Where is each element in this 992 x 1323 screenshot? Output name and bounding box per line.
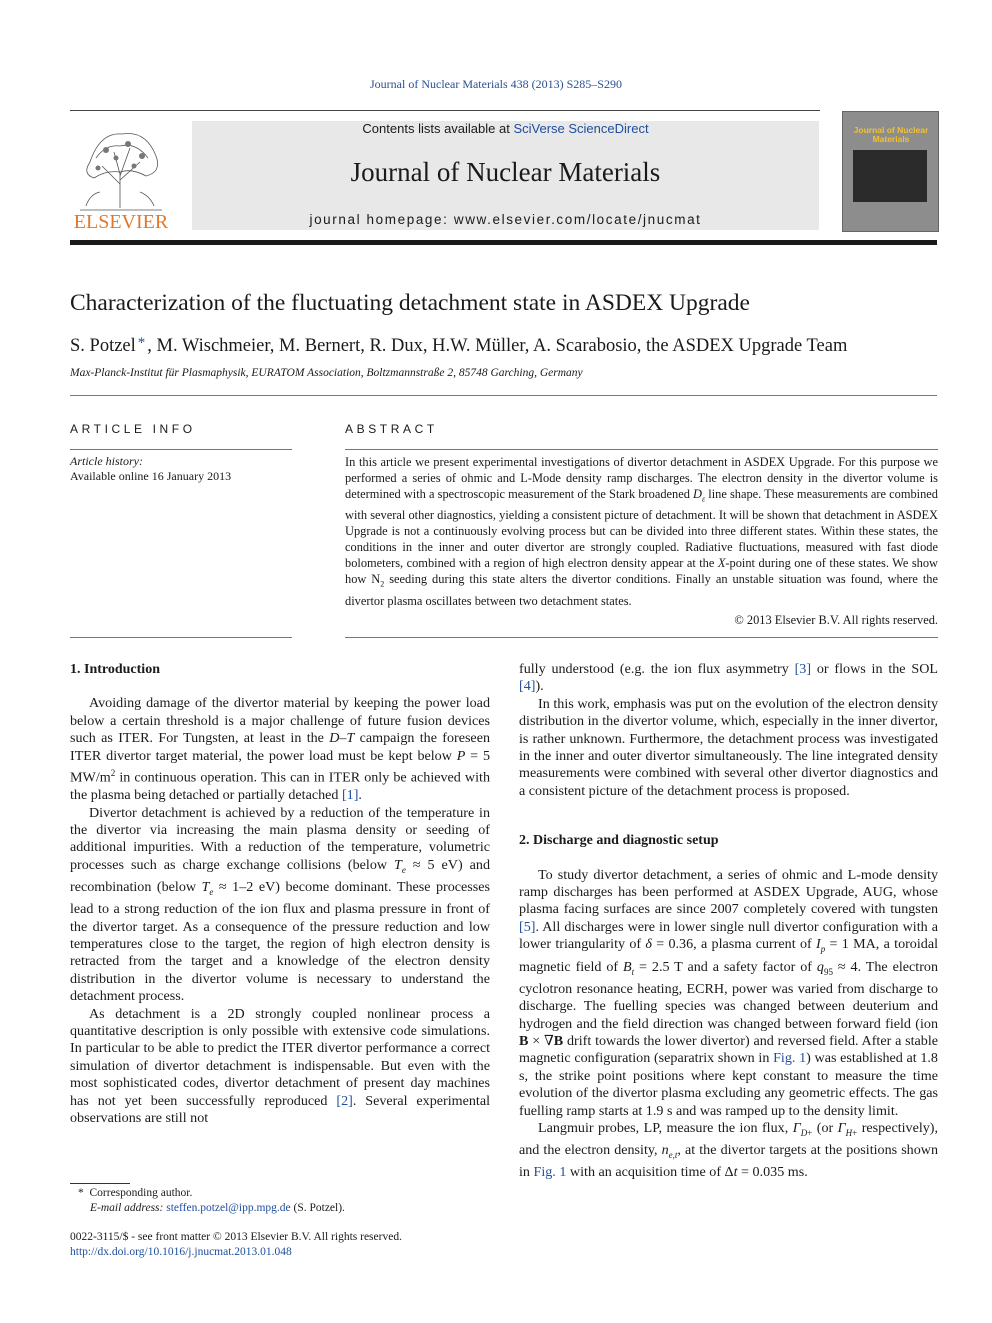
contents-prefix: Contents lists available at: [362, 121, 514, 136]
affiliation: Max-Planck-Institut für Plasmaphysik, EURATOM Association, Boltzmannstraße 2, 85748 Garching, Germany: [70, 367, 583, 379]
title-rule: [70, 395, 937, 396]
abstract-copyright: © 2013 Elsevier B.V. All rights reserved.: [734, 613, 938, 627]
info-bottom-rule: [70, 637, 292, 638]
paragraph: Divertor detachment is achieved by a reduction of the temperature in the divertor via increasing the main plasma density or seeding of additional impurities. With a reduction of the temperature, volumetric processes such as charge exchange collisions (below $T_e \approx 5$ eV) and recombination (below $T_e \approx 1-2$ eV) become dominant. These processes lead to a strong reduction of the ion flux and plasma pressure in front of the divertor target. As a consequence of the pressure reduction and low temperatures close to the target, the region of high electron density is retracted from the target and a knowledge of the electron density distribution in the divertor volume is necessary to understand the detachment process.: [70, 804, 491, 1005]
body-column-right: [519, 661, 938, 1182]
article-title: Characterization of the fluctuating detachment state in ASDEX Upgrade: [70, 290, 750, 316]
footnote-email: [90, 1201, 345, 1216]
doi-link[interactable]: [70, 1245, 292, 1260]
article-info-heading: ARTICLE INFO: [70, 422, 196, 436]
footnote-marker: *: [78, 1187, 84, 1199]
sciencedirect-link[interactable]: SciVerse ScienceDirect: [513, 121, 649, 136]
info-rule: [70, 449, 292, 450]
paragraph: In this work, emphasis was put on the evolution of the electron density distribution in the divertor volume, which, especially in the inner divertor, is rather unknown. Furthermore, the detachment process was investigated in the inner and outer divertor simultaneously. The line integrated density measurements were combined with several other divertor diagnostics and a consistent picture of the detachment process is proposed.: [519, 695, 938, 799]
header-thick-rule: [70, 240, 937, 245]
elsevier-wordmark: ELSEVIER: [73, 211, 169, 232]
history-label: Article history:: [70, 454, 143, 468]
footnote-rule: [70, 1183, 130, 1184]
paragraph: As detachment is a 2D strongly coupled nonlinear process a quantitative description is only possible with extensive code simulations. In particular to be able to predict the ITER divertor performance a correct simulation of divertor detachment is indispensable. But even with the most sophisticated codes, divertor detachment of present day machines has not yet been successfully reproduced [2]. Several experimental observations are still not: [70, 1005, 490, 1127]
footnote-corresponding: [78, 1186, 192, 1201]
paragraph: fully understood (e.g. the ion flux asymmetry [3] or flows in the SOL [4]).: [519, 661, 938, 695]
header-rule: [70, 110, 820, 111]
journal-banner: [192, 121, 819, 230]
citation-link[interactable]: [5]: [519, 918, 536, 935]
abstract-bottom-rule: [345, 637, 938, 638]
history-value: Available online 16 January 2013: [70, 469, 232, 483]
journal-cover-image: [842, 111, 939, 232]
citation-link[interactable]: [4]: [519, 678, 536, 695]
cover-photo: [853, 150, 927, 202]
doi-anchor[interactable]: http://dx.doi.org/10.1016/j.jnucmat.2013.01.048: [70, 1246, 292, 1258]
paragraph: Avoiding damage of the divertor material by keeping the power load below a certain threshold is a major challenge of future fusion devices such as ITER. For Tungsten, at least in the D–T campaign the foreseen ITER divertor target material, the power load must be kept below P = 5 $MW/m^2$ in continuous operation. This can in ITER only be achieved with the plasma being detached or partially detached [1].: [70, 695, 491, 804]
journal-homepage[interactable]: journal homepage: www.elsevier.com/locate/jnucmat: [309, 212, 702, 227]
author-list: [70, 335, 847, 357]
contents-line: [192, 121, 819, 136]
paragraph: To study divertor detachment, a series of ohmic and L-mode density ramp discharges has been performed at ASDEX Upgrade, AUG, whose plasma facing surfaces are since 2007 completely covered with tungsten [5]. All discharges were in lower single null divertor configuration with a lower triangularity of δ = 0.36, a plasma current of $I_p = 1$ MA, a toroidal magnetic field of $B_t = 2.5$ T and a safety factor of $q_{95} \approx 4$. The electron cyclotron resonance heating, ECRH, power was varied from discharge to discharge. The fuelling species was changed between deuterium and hydrogen and the field direction was changed between forward field (ion B × ∇B drift towards the lower divertor) and reversed field. After a stable magnetic configuration (separatrix shown in Fig. 1) was established at 1.8 s, the strike point positions where kept constant to measure the time evolution of the divertor plasma excluding any geometric effects. The gas fuelling ramp starts at 1.9 s and was ramped up to the density limit.: [519, 866, 938, 1119]
figure-link[interactable]: Fig. 1: [533, 1164, 567, 1181]
corresponding-label: Corresponding author.: [89, 1187, 193, 1199]
body-column-left: [70, 661, 490, 1127]
paragraph: Langmuir probes, LP, measure the ion flux, $\Gamma_{D+}$ (or $\Gamma_{H+}$ respectively), and the electron density, $n_{e,t}$, at the divertor targets at the positions shown in Fig. 1 with an acquisition time of Δt = 0.035 ms.: [519, 1119, 939, 1181]
citation-link[interactable]: [1]: [341, 787, 359, 804]
abstract-rule: [345, 449, 938, 450]
issn-line: 0022-3115/$ - see front matter © 2013 Elsevier B.V. All rights reserved.: [70, 1231, 402, 1243]
citation-link[interactable]: [2]: [336, 1092, 353, 1109]
corresponding-author-marker[interactable]: *: [137, 335, 146, 351]
email-suffix: (S. Potzel).: [290, 1202, 345, 1214]
email-label: E-mail address:: [90, 1202, 164, 1214]
cover-title: Journal of Nuclear Materials: [853, 125, 929, 144]
section-heading-setup: 2. Discharge and diagnostic setup: [519, 833, 719, 849]
elsevier-tree-logo: [70, 122, 172, 232]
email-link[interactable]: steffen.potzel@ipp.mpg.de: [166, 1202, 291, 1214]
journal-citation[interactable]: Journal of Nuclear Materials 438 (2013) S285–S290: [370, 77, 622, 91]
journal-title: Journal of Nuclear Materials: [350, 157, 661, 187]
first-author: S. Potzel: [70, 336, 136, 356]
abstract-heading: ABSTRACT: [345, 422, 438, 436]
other-authors: , M. Wischmeier, M. Bernert, R. Dux, H.W. Müller, A. Scarabosio, the ASDEX Upgrade Team: [147, 336, 848, 356]
citation-link[interactable]: [3]: [794, 661, 812, 677]
figure-link[interactable]: Fig. 1: [773, 1050, 807, 1067]
abstract-body: In this article we present experimental investigations of divertor detachment in ASDEX Upgrade. For this purpose we performed a series of ohmic and L-Mode density ramp discharges. The electron density in the divertor volume is determined with a spectroscopic measurement of the Stark broadened $D_\varepsilon$ line shape. These measurements are combined with several other diagnostics, yielding a consistent picture of detachment. It will be shown that detachment in ASDEX Upgrade is not a continuously evolving process but can be divided into three different states. Within these states, the conditions in the inner and outer divertor are strongly coupled. Radiative fluctuations, measured with fast diode bolometers, combined with a region of high electron density appear at the X-point during one of these states. We show how $N_2$ seeding during this state alters the divertor conditions. Finally an unstable situation was found, where the divertor plasma oscillates between two detachment states.: [345, 455, 938, 608]
section-heading-introduction: 1. Introduction: [70, 662, 160, 677]
